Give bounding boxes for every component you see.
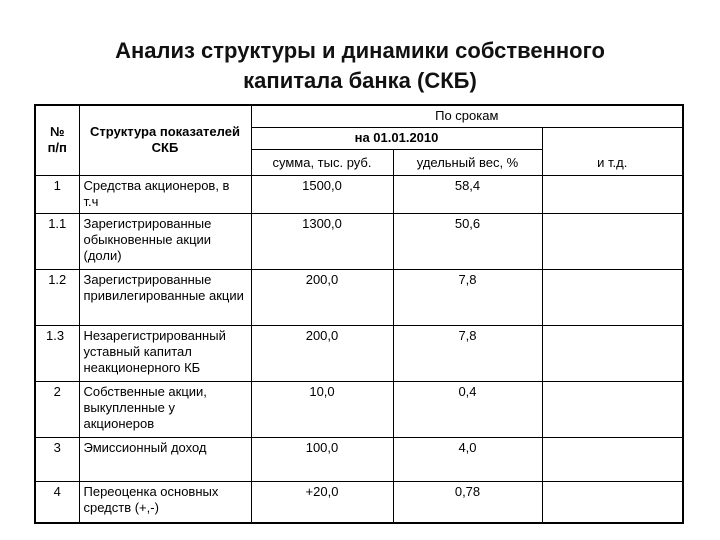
header-num: № п/п bbox=[35, 105, 79, 175]
title-line-2: капитала банка (СКБ) bbox=[243, 68, 477, 93]
table-row bbox=[35, 437, 683, 481]
row-amount: 10,0 bbox=[251, 381, 393, 437]
row-num: 2 bbox=[35, 381, 79, 437]
row-etc bbox=[542, 269, 683, 325]
row-share: 0,78 bbox=[393, 481, 542, 523]
row-share: 0,4 bbox=[393, 381, 542, 437]
row-amount: 200,0 bbox=[251, 269, 393, 325]
table-row bbox=[35, 381, 683, 437]
row-num: 1.3 bbox=[35, 325, 79, 381]
header-structure: Структура показателей СКБ bbox=[79, 105, 251, 175]
row-etc bbox=[542, 381, 683, 437]
row-name: Эмиссионный доход bbox=[79, 437, 251, 481]
row-name: Собственные акции, выкупленные у акционеров bbox=[79, 381, 251, 437]
row-num: 3 bbox=[35, 437, 79, 481]
row-num: 1 bbox=[35, 175, 79, 213]
row-amount: 100,0 bbox=[251, 437, 393, 481]
table-row bbox=[35, 481, 683, 523]
row-name: Незарегистрированный уставный капитал неакционерного КБ bbox=[79, 325, 251, 381]
row-share: 50,6 bbox=[393, 213, 542, 269]
title-line-1: Анализ структуры и динамики собственного bbox=[115, 38, 605, 63]
row-etc bbox=[542, 437, 683, 481]
table-row bbox=[35, 269, 683, 325]
row-num: 1.1 bbox=[35, 213, 79, 269]
row-share: 4,0 bbox=[393, 437, 542, 481]
header-date: на 01.01.2010 bbox=[251, 127, 542, 149]
row-share: 7,8 bbox=[393, 325, 542, 381]
row-num: 1.2 bbox=[35, 269, 79, 325]
row-etc bbox=[542, 325, 683, 381]
row-name: Средства акционеров, в т.ч bbox=[79, 175, 251, 213]
row-name: Переоценка основных средств (+,-) bbox=[79, 481, 251, 523]
table-row bbox=[35, 213, 683, 269]
row-amount: 1300,0 bbox=[251, 213, 393, 269]
header-period: По срокам bbox=[251, 105, 683, 127]
header-etc: и т.д. bbox=[542, 127, 683, 175]
row-amount: 1500,0 bbox=[251, 175, 393, 213]
header-amount: сумма, тыс. руб. bbox=[251, 149, 393, 175]
row-share: 7,8 bbox=[393, 269, 542, 325]
row-name: Зарегистрированные привилегированные акции bbox=[79, 269, 251, 325]
table-row bbox=[35, 325, 683, 381]
page-title bbox=[60, 36, 660, 96]
capital-structure-table bbox=[34, 104, 684, 524]
header-share: удельный вес, % bbox=[393, 149, 542, 175]
row-amount: 200,0 bbox=[251, 325, 393, 381]
row-etc bbox=[542, 213, 683, 269]
table-row bbox=[35, 175, 683, 213]
row-share: 58,4 bbox=[393, 175, 542, 213]
row-etc bbox=[542, 175, 683, 213]
row-name: Зарегистрированные обыкновенные акции (доли) bbox=[79, 213, 251, 269]
row-etc bbox=[542, 481, 683, 523]
row-amount: +20,0 bbox=[251, 481, 393, 523]
row-num: 4 bbox=[35, 481, 79, 523]
